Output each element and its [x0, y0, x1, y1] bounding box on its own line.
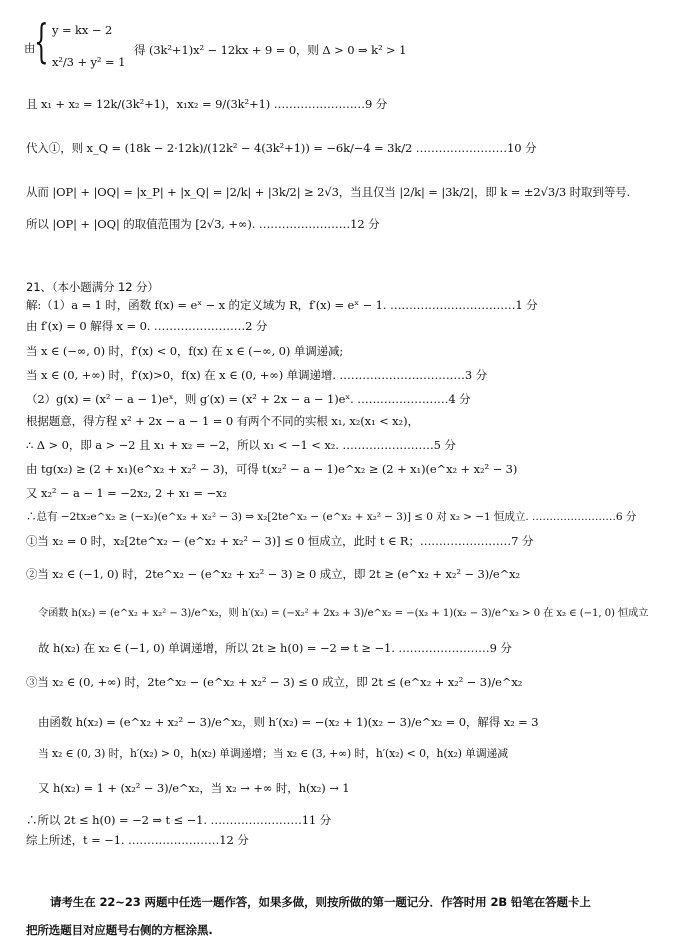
- solution-line: 解:（1）a = 1 时，函数 f(x) = eˣ − x 的定义域为 R，f′(x) = eˣ − 1. ……………………………1 分: [26, 298, 538, 312]
- solution-line: ∴所以 2t ≤ h(0) = −2 ⇒ t ≤ −1. ……………………11 分: [26, 813, 332, 827]
- solution-line: 当 x₂ ∈ (0, 3) 时，h′(x₂) > 0，h(x₂) 单调递增；当 x₂ ∈ (3, +∞) 时，h′(x₂) < 0，h(x₂) 单调递减: [38, 747, 508, 760]
- solution-line: ③当 x₂ ∈ (0, +∞) 时，2te^x₂ − (e^x₂ + x₂² − 3) ≤ 0 成立，即 2t ≤ (e^x₂ + x₂² − 3)/e^x₂: [26, 675, 523, 689]
- solution-line: 当 x ∈ (0, +∞) 时，f′(x)>0，f(x) 在 x ∈ (0, +∞) 单调递增. ……………………………3 分: [26, 368, 488, 382]
- range-line: 所以 |OP| + |OQ| 的取值范围为 [2√3, +∞). ……………………12 分: [26, 217, 380, 231]
- instruction-line-2: 把所选题目对应题号右侧的方框涂黑.: [26, 923, 213, 937]
- system-result: 得 (3k²+1)x² − 12kx + 9 = 0，则 Δ > 0 ⇒ k² > 1: [134, 43, 407, 57]
- system-prefix: 由: [24, 41, 36, 55]
- system-equation-1: y = kx − 2: [52, 23, 113, 37]
- solution-line: 根据题意，得方程 x² + 2x − a − 1 = 0 有两个不同的实根 x₁, x₂(x₁ < x₂)，: [26, 414, 419, 428]
- brace-symbol: {: [34, 14, 49, 68]
- solution-line: 当 x ∈ (−∞, 0) 时，f′(x) < 0，f(x) 在 x ∈ (−∞, 0) 单调递减;: [26, 344, 344, 358]
- solution-line: 由 f′(x) = 0 解得 x = 0. ……………………2 分: [26, 319, 268, 333]
- solution-line: 又 x₂² − a − 1 = −2x₂, 2 + x₁ = −x₂: [26, 486, 227, 500]
- sum-product-line: 且 x₁ + x₂ = 12k/(3k²+1)，x₁x₂ = 9/(3k²+1) ……………………9 分: [26, 97, 388, 111]
- question-21-title: 21、（本小题满分 12 分）: [26, 280, 159, 294]
- conclusion-line: 从而 |OP| + |OQ| = |x_P| + |x_Q| = |2/k| + |3k/2| ≥ 2√3，当且仅当 |2/k| = |3k/2|，即 k = ±2√3/3 时取到等号.: [26, 185, 631, 199]
- solution-line: 由 tg(x₂) ≥ (2 + x₁)(e^x₂ + x₂² − 3)，可得 t(x₂² − a − 1)e^x₂ ≥ (2 + x₁)(e^x₂ + x₂² − 3): [26, 462, 518, 476]
- solution-line: ②当 x₂ ∈ (−1, 0) 时，2te^x₂ − (e^x₂ + x₂² − 3) ≥ 0 成立，即 2t ≥ (e^x₂ + x₂² − 3)/e^x₂: [26, 567, 521, 581]
- solution-line: 由函数 h(x₂) = (e^x₂ + x₂² − 3)/e^x₂，则 h′(x₂) = −(x₂ + 1)(x₂ − 3)/e^x₂ = 0，解得 x₂ = 3: [38, 715, 539, 729]
- solution-line: 综上所述，t = −1. ……………………12 分: [26, 833, 249, 847]
- solution-line: ①当 x₂ = 0 时，x₂[2te^x₂ − (e^x₂ + x₂² − 3)] ≤ 0 恒成立，此时 t ∈ R；……………………7 分: [26, 534, 534, 548]
- solution-line: （2）g(x) = (x² − a − 1)eˣ，则 g′(x) = (x² + 2x − a − 1)eˣ. ……………………4 分: [26, 392, 471, 406]
- solution-line: 故 h(x₂) 在 x₂ ∈ (−1, 0) 单调递增，所以 2t ≥ h(0) = −2 ⇒ t ≥ −1. ……………………9 分: [38, 641, 512, 655]
- solution-line: 又 h(x₂) = 1 + (x₂² − 3)/e^x₂，当 x₂ → +∞ 时，h(x₂) → 1: [38, 781, 350, 795]
- system-equation-2: x²/3 + y² = 1: [52, 55, 126, 69]
- solution-line: 令函数 h(x₂) = (e^x₂ + x₂² − 3)/e^x₂，则 h′(x₂) = (−x₂² + 2x₂ + 3)/e^x₂ = −(x₂ + 1)(x₂ − 3)/e^x₂ > 0 在 x₂ ∈ (−1, 0) 恒成立: [38, 608, 649, 619]
- substitute-line: 代入①，则 x_Q = (18k − 2·12k)/(12k² − 4(3k²+1)) = −6k/−4 = 3k/2 ……………………10 分: [26, 141, 537, 155]
- instruction-line-1: 请考生在 22~23 两题中任选一题作答，如果多做，则按所做的第一题记分．作答时用 2B 铅笔在答题卡上: [50, 895, 591, 909]
- solution-line: ∴ Δ > 0，即 a > −2 且 x₁ + x₂ = −2，所以 x₁ < −1 < x₂. ……………………5 分: [26, 438, 456, 452]
- solution-line: ∴总有 −2tx₂e^x₂ ≥ (−x₂)(e^x₂ + x₂² − 3) ⇒ x₂[2te^x₂ − (e^x₂ + x₂² − 3)] ≤ 0 对 x₂ > −1 恒成立. ……………………6 分: [26, 511, 637, 523]
